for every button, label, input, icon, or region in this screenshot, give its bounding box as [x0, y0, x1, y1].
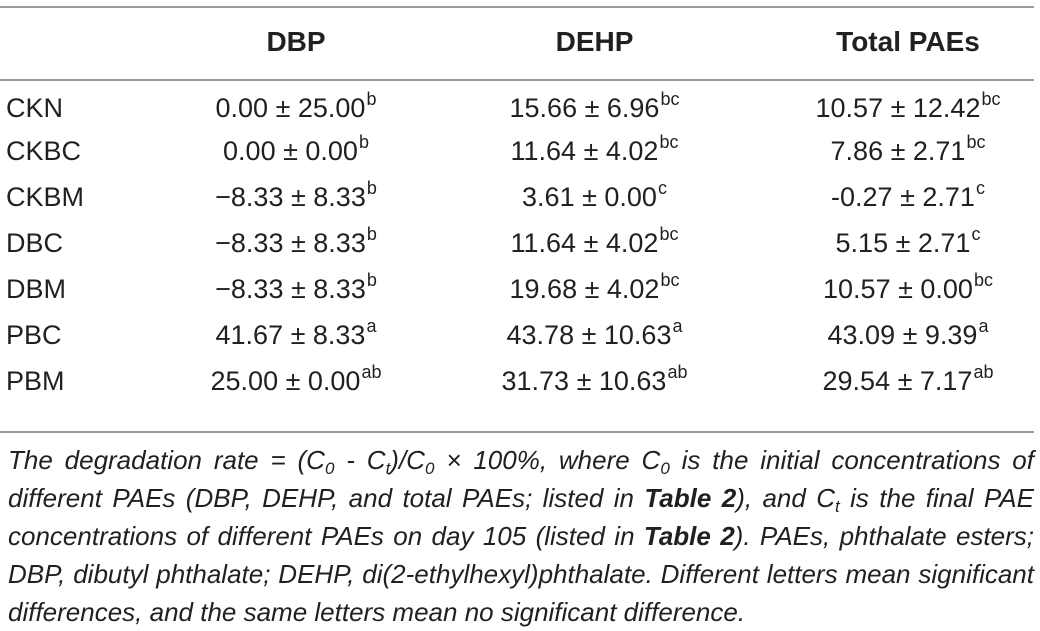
significance-letters: bc — [973, 269, 993, 290]
footnote-text: The degradation rate = (C — [8, 445, 325, 475]
table-2-reference: Table 2 — [644, 483, 737, 513]
cell-value: 43.78 ± 10.63 — [506, 319, 672, 350]
cell-value: 11.64 ± 4.02 — [510, 135, 659, 166]
table-cell — [185, 266, 407, 312]
cell-value: 11.64 ± 4.02 — [510, 227, 659, 258]
table-cell — [407, 312, 782, 358]
significance-letters: b — [366, 223, 377, 244]
table-bottom-rule — [0, 431, 1034, 433]
table-body — [0, 82, 1034, 404]
table-cell — [407, 358, 782, 404]
table-cell — [782, 358, 1034, 404]
footnote-text: )/C — [390, 445, 425, 475]
cell-value: 10.57 ± 12.42 — [815, 92, 981, 123]
cell-value: 3.61 ± 0.00 — [522, 181, 657, 212]
significance-letters: ab — [973, 361, 994, 382]
cell-value: 43.09 ± 9.39 — [827, 319, 978, 350]
subscript-t: t — [835, 497, 840, 516]
table-row — [0, 312, 1034, 358]
cell-value: 0.00 ± 25.00 — [215, 92, 366, 123]
header-total-paes: Total PAEs — [836, 26, 980, 57]
cell-value: -0.27 ± 2.71 — [831, 181, 975, 212]
subscript-zero: 0 — [424, 459, 435, 478]
footnote-text: is the final PAE concentrations of different PAEs on day 105 (listed in — [8, 483, 1034, 551]
row-label: CKBM — [6, 181, 85, 212]
significance-letters: bc — [659, 223, 679, 244]
significance-letters: b — [358, 131, 369, 152]
footnote-text: × 100%, where C — [434, 445, 661, 475]
table-cell — [782, 82, 1034, 128]
table-row — [0, 82, 1034, 128]
footnote-text: - C — [334, 445, 386, 475]
footnote-text: ), and C — [736, 483, 835, 513]
cell-value: −8.33 ± 8.33 — [215, 181, 366, 212]
significance-letters: bc — [660, 269, 680, 290]
cell-value: 15.66 ± 6.96 — [509, 92, 660, 123]
significance-letters: bc — [660, 88, 680, 109]
footnote-text: is the initial concentrations of different PAEs (DBP, DEHP, and total PAEs; listed in — [8, 445, 1034, 513]
significance-letters: b — [366, 88, 377, 109]
cell-value: 5.15 ± 2.71 — [835, 227, 971, 258]
cell-value: −8.33 ± 8.33 — [215, 227, 366, 258]
subscript-t: t — [385, 459, 391, 478]
significance-letters: c — [975, 177, 985, 198]
row-label: CKBC — [6, 135, 82, 166]
table-footnote — [8, 441, 1034, 631]
significance-letters: a — [366, 315, 377, 336]
cell-value: 7.86 ± 2.71 — [830, 135, 966, 166]
header-dehp: DEHP — [555, 26, 634, 57]
table-row — [0, 174, 1034, 220]
row-label: PBM — [6, 365, 65, 396]
row-label: CKN — [6, 92, 64, 123]
significance-letters: bc — [966, 131, 986, 152]
header-treatment — [0, 0, 185, 82]
table-cell — [407, 82, 782, 128]
subscript-zero: 0 — [660, 459, 670, 478]
table-cell — [407, 128, 782, 174]
table-cell — [185, 312, 407, 358]
cell-value: 25.00 ± 0.00 — [210, 365, 361, 396]
row-label: DBC — [6, 227, 64, 258]
cell-value: 41.67 ± 8.33 — [215, 319, 366, 350]
table-cell — [185, 220, 407, 266]
footnote-text: ). PAEs, phthalate esters; DBP, dibutyl phthalate; DEHP, di(2-ethylhexyl)phthalate. Different letters mean significant differences, and the same letters mean no significant difference. — [8, 521, 1034, 627]
row-label: PBC — [6, 319, 62, 350]
row-label: DBM — [6, 273, 66, 304]
significance-letters: c — [657, 177, 667, 198]
table-cell — [185, 82, 407, 128]
significance-letters: ab — [361, 361, 382, 382]
significance-letters: b — [366, 177, 377, 198]
table-cell — [782, 312, 1034, 358]
table-cell — [185, 128, 407, 174]
cell-value: −8.33 ± 8.33 — [215, 273, 366, 304]
table-cell — [782, 128, 1034, 174]
cell-value: 31.73 ± 10.63 — [501, 365, 667, 396]
significance-letters: b — [366, 269, 377, 290]
table-header-row — [0, 0, 1034, 82]
table-cell — [407, 266, 782, 312]
cell-value: 29.54 ± 7.17 — [822, 365, 973, 396]
table-row — [0, 358, 1034, 404]
table-row — [0, 220, 1034, 266]
table-2-reference: Table 2 — [643, 521, 735, 551]
header-dbp: DBP — [266, 26, 326, 57]
significance-letters: a — [978, 315, 989, 336]
table-cell — [782, 266, 1034, 312]
significance-letters: bc — [659, 131, 679, 152]
table-cell — [185, 358, 407, 404]
table-cell — [782, 174, 1034, 220]
table-cell — [185, 174, 407, 220]
cell-value: 19.68 ± 4.02 — [509, 273, 660, 304]
cell-value: 10.57 ± 0.00 — [823, 273, 973, 304]
significance-letters: c — [971, 223, 981, 244]
cell-value: 0.00 ± 0.00 — [223, 135, 358, 166]
table-cell — [407, 220, 782, 266]
table-cell — [782, 220, 1034, 266]
significance-letters: a — [672, 315, 683, 336]
significance-letters: ab — [667, 361, 688, 382]
table-row — [0, 266, 1034, 312]
table-row — [0, 128, 1034, 174]
significance-letters: bc — [981, 88, 1001, 109]
subscript-zero: 0 — [324, 459, 335, 478]
table-cell — [407, 174, 782, 220]
